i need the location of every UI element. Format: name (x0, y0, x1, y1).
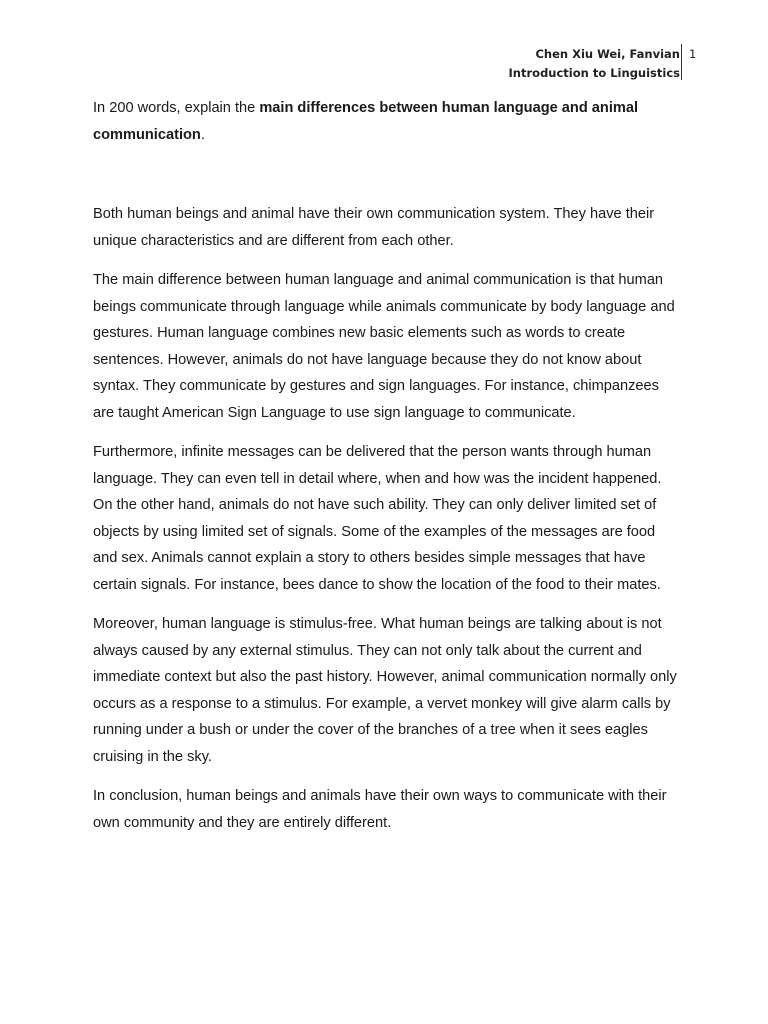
page-number: 1 (689, 47, 697, 61)
paragraph-main-difference: The main difference between human language and animal communication is that human beings communicate through language while animals communicate by body language and gestures. Human language combines new basic elements such as words to create sentences. However, animals do not have language because they do not know about syntax. They communicate by gestures and sign languages. For instance, chimpanzees are taught American Sign Language to use sign language to communicate. (93, 272, 675, 421)
header-author: Chen Xiu Wei, Fanvian (535, 47, 680, 61)
header-course: Introduction to Linguistics (508, 66, 680, 80)
document-body (93, 95, 683, 849)
running-header (509, 45, 680, 83)
paragraph-intro: Both human beings and animal have their own communication system. They have their unique characteristics and are different from each other. (93, 206, 655, 249)
prompt-suffix: . (200, 126, 205, 143)
paragraph-infinite-messages: Furthermore, infinite messages can be delivered that the person wants through human language. They can even tell in detail where, when and how was the incident happened. On the other hand, animals do not have such ability. They can only deliver limited set of objects by using limited set of signals. Some of the examples of the messages are food and sex. Animals cannot explain a story to others besides simple messages that have certain signals. For instance, bees dance to show the location of the food to their mates. (93, 444, 662, 593)
header-divider (681, 44, 682, 80)
paragraph-stimulus-free: Moreover, human language is stimulus-free. What human beings are talking about is not always caused by any external stimulus. They can not only talk about the current and immediate context but also the past history. However, animal communication normally only occurs as a response to a stimulus. For example, a vervet monkey will give alarm calls by running under a bush or under the cover of the branches of a tree when it sees eagles cruising in the sky. (93, 616, 677, 765)
essay-prompt (93, 95, 683, 148)
prompt-prefix: In 200 words, explain the (93, 100, 260, 116)
paragraph-conclusion: In conclusion, human beings and animals have their own ways to communicate with their own community and they are entirely different. (93, 788, 667, 831)
prompt-bold-text: main differences between human language and animal communication (93, 100, 639, 143)
